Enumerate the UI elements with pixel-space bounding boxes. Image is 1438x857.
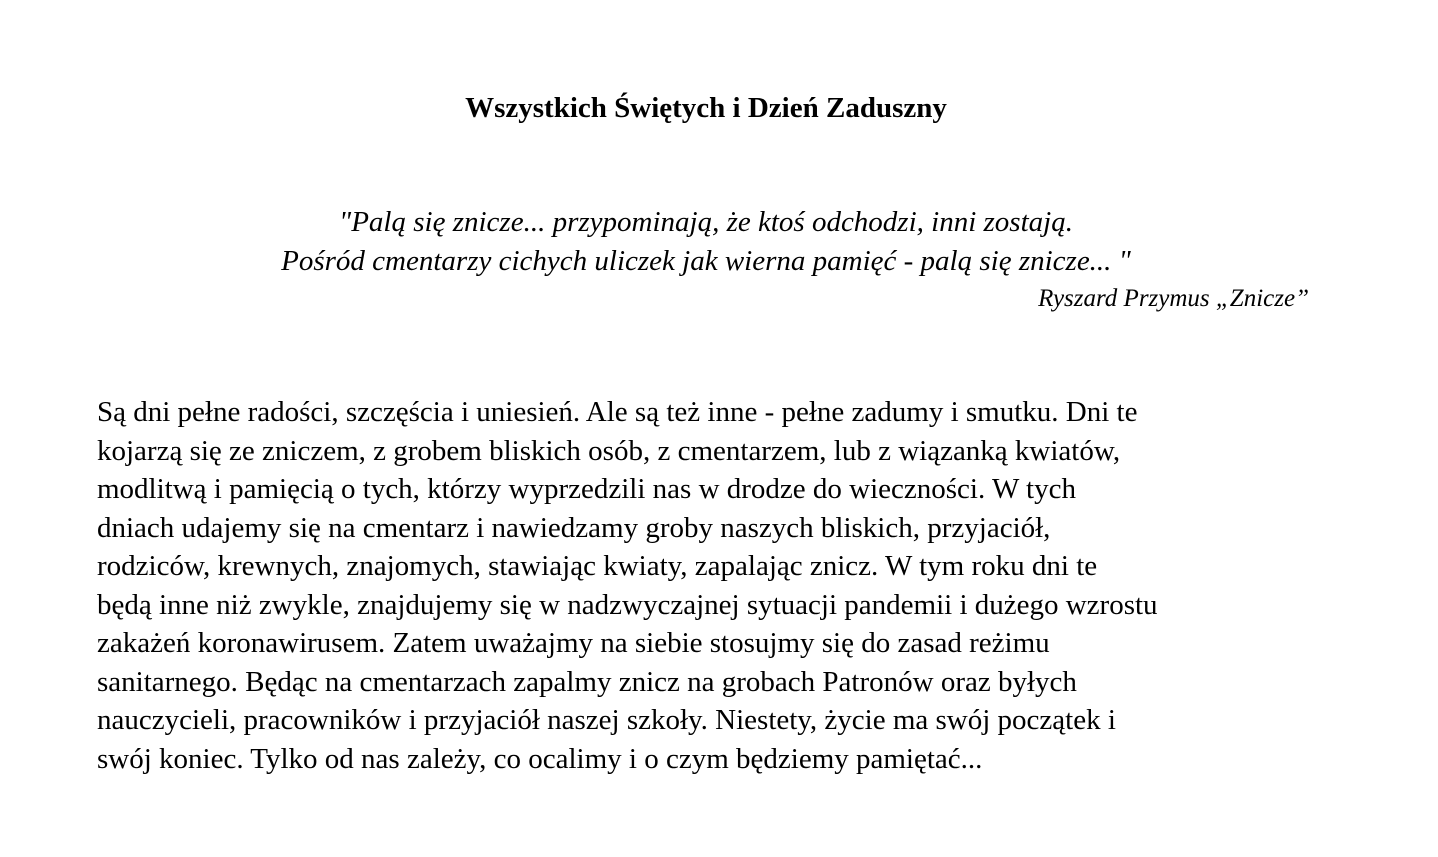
paragraph-line: rodziców, krewnych, znajomych, stawiając kwiaty, zapalając znicz. W tym roku dni te: [97, 550, 1098, 582]
paragraph-line: swój koniec. Tylko od nas zależy, co ocalimy i o czym będziemy pamiętać...: [97, 742, 983, 775]
paragraph-line: modlitwą i pamięcią o tych, którzy wyprzedzili nas w drodze do wieczności. W tych: [97, 473, 1076, 505]
paragraph-line: kojarzą się ze zniczem, z grobem bliskich osób, z cmentarzem, lub z wiązanką kwiatów,: [97, 434, 1121, 467]
paragraph-line: dniach udajemy się na cmentarz i nawiedzamy groby naszych bliskich, przyjaciół,: [97, 511, 1051, 544]
document-title: Wszystkich Świętych i Dzień Zaduszny: [465, 92, 947, 124]
quote-line: Pośród cmentarzy cichych uliczek jak wierna pamięć - palą się znicze... ": [281, 245, 1131, 277]
paragraph-line: nauczycieli, pracowników i przyjaciół naszej szkoły. Niestety, życie ma swój początek i: [97, 704, 1116, 736]
epigraph-quote: [0, 203, 1412, 281]
quote-line: "Palą się znicze... przypominają, że ktoś odchodzi, inni zostają.: [339, 206, 1073, 238]
body-paragraph: [97, 393, 1337, 778]
paragraph-line: będą inne niż zwykle, znajdujemy się w nadzwyczajnej sytuacji pandemii i dużego wzrostu: [97, 588, 1158, 621]
paragraph-line: zakażeń koronawirusem. Zatem uważajmy na siebie stosujmy się do zasad reżimu: [97, 627, 1050, 659]
paragraph-line: sanitarnego. Będąc na cmentarzach zapalmy znicz na grobach Patronów oraz byłych: [97, 665, 1077, 698]
paragraph-line: Są dni pełne radości, szczęścia i uniesień. Ale są też inne - pełne zadumy i smutku. Dni te: [97, 396, 1138, 428]
quote-attribution: Ryszard Przymus „Znicze”: [1038, 285, 1309, 312]
